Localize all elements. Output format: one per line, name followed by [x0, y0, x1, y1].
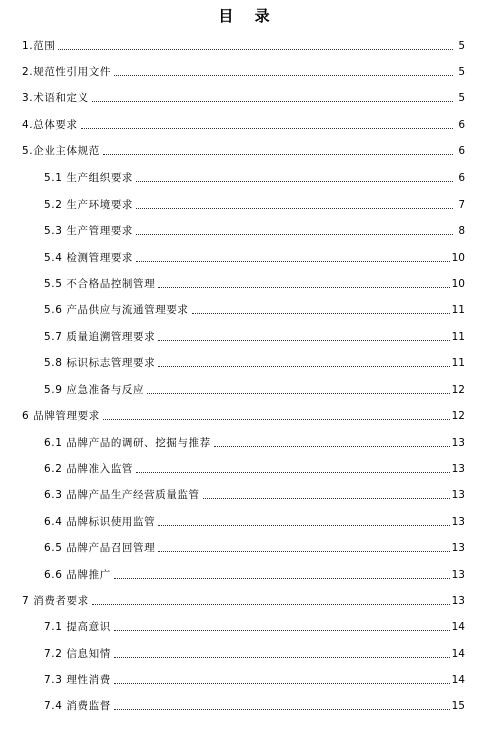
toc-entry-label: 5.9 应急准备与反应 [44, 384, 145, 396]
dot-leader [103, 154, 453, 155]
toc-entry-label: 4.总体要求 [22, 119, 78, 131]
toc-entry-label: 5.6 产品供应与流通管理要求 [44, 304, 189, 316]
dot-leader [114, 75, 453, 76]
toc-entry-page: 8 [458, 225, 465, 237]
toc-entry[interactable] [22, 64, 465, 78]
toc-entry[interactable] [44, 540, 465, 554]
dot-leader [92, 604, 450, 605]
dot-leader [136, 208, 453, 209]
toc-entry-label: 1.范围 [22, 40, 56, 52]
toc-entry-page: 6 [458, 172, 465, 184]
page-title: 目 录 [218, 7, 278, 25]
toc-entry-label: 6.3 品牌产品生产经营质量监管 [44, 489, 200, 501]
dot-leader [158, 287, 449, 288]
toc-entry[interactable] [22, 593, 465, 607]
dot-leader [158, 366, 449, 367]
toc-entry-label: 5.4 检测管理要求 [44, 252, 134, 264]
toc-entry-page: 13 [451, 516, 465, 528]
toc-entry-page: 14 [451, 621, 465, 633]
toc-entry-label: 6 品牌管理要求 [22, 410, 100, 422]
toc-entry-label: 6.4 品牌标识使用监管 [44, 516, 156, 528]
toc-entry-page: 11 [451, 304, 465, 316]
toc-entry-label: 7 消费者要求 [22, 595, 89, 607]
toc-entry-page: 11 [451, 357, 465, 369]
toc-entry[interactable] [22, 38, 465, 52]
dot-leader [103, 419, 450, 420]
toc-entry[interactable] [44, 487, 465, 501]
toc-entry-page: 12 [451, 384, 465, 396]
toc-entry[interactable] [22, 90, 465, 104]
toc-entry-label: 6.2 品牌准入监管 [44, 463, 134, 475]
toc-entry-label: 5.2 生产环境要求 [44, 199, 134, 211]
toc-entry-label: 7.2 信息知情 [44, 648, 111, 660]
dot-leader [192, 313, 450, 314]
toc-entry[interactable] [22, 408, 465, 422]
toc-entry-page: 5 [458, 66, 465, 78]
dot-leader [114, 578, 450, 579]
dot-leader [136, 261, 450, 262]
dot-leader [136, 472, 450, 473]
toc-entry-page: 13 [451, 437, 465, 449]
toc-entry[interactable] [44, 276, 465, 290]
toc-entry-page: 6 [458, 145, 465, 157]
toc-entry[interactable] [44, 382, 465, 396]
toc-entry-label: 5.1 生产组织要求 [44, 172, 134, 184]
toc-entry[interactable] [44, 567, 465, 581]
toc-entry-page: 11 [451, 331, 465, 343]
toc-entry-label: 2.规范性引用文件 [22, 66, 111, 78]
toc-entry[interactable] [44, 223, 465, 237]
toc-entry-label: 7.3 理性消费 [44, 674, 111, 686]
toc-entry-page: 14 [451, 648, 465, 660]
toc-entry-page: 13 [451, 463, 465, 475]
toc-entry-page: 13 [451, 595, 465, 607]
toc-entry[interactable] [44, 329, 465, 343]
toc-entry-label: 5.5 不合格品控制管理 [44, 278, 156, 290]
toc-entry-page: 10 [451, 252, 465, 264]
toc-entry-page: 12 [451, 410, 465, 422]
toc-entry[interactable] [22, 143, 465, 157]
dot-leader [214, 446, 450, 447]
toc-entry[interactable] [44, 672, 465, 686]
toc-entry-label: 7.4 消费监督 [44, 700, 111, 712]
toc-entry-label: 5.7 质量追溯管理要求 [44, 331, 156, 343]
toc-entry-page: 6 [458, 119, 465, 131]
toc-entry[interactable] [44, 302, 465, 316]
dot-leader [58, 49, 453, 50]
toc-entry[interactable] [44, 355, 465, 369]
toc-entry-label: 7.1 提高意识 [44, 621, 111, 633]
toc-entry-label: 6.6 品牌推广 [44, 569, 111, 581]
dot-leader [114, 709, 450, 710]
toc-entry[interactable] [44, 197, 465, 211]
toc-entry-page: 10 [451, 278, 465, 290]
toc-entry-page: 13 [451, 569, 465, 581]
dot-leader [203, 498, 450, 499]
toc-entry[interactable] [44, 514, 465, 528]
toc-entry-page: 14 [451, 674, 465, 686]
dot-leader [114, 657, 450, 658]
toc-entry-label: 3.术语和定义 [22, 92, 89, 104]
toc-entry[interactable] [44, 646, 465, 660]
toc-entry-page: 13 [451, 542, 465, 554]
dot-leader [114, 630, 450, 631]
toc-entry[interactable] [44, 250, 465, 264]
dot-leader [136, 234, 453, 235]
dot-leader [136, 181, 453, 182]
toc-entry-label: 6.1 品牌产品的调研、挖掘与推荐 [44, 437, 211, 449]
toc-entry-page: 13 [451, 489, 465, 501]
toc-entry-page: 5 [458, 92, 465, 104]
dot-leader [114, 683, 450, 684]
toc-entry[interactable] [44, 461, 465, 475]
dot-leader [158, 551, 449, 552]
toc-entry-label: 5.企业主体规范 [22, 145, 100, 157]
dot-leader [92, 101, 453, 102]
dot-leader [147, 393, 449, 394]
toc-entry-page: 15 [451, 700, 465, 712]
dot-leader [158, 340, 449, 341]
toc-entry[interactable] [44, 435, 465, 449]
toc-entry-label: 6.5 品牌产品召回管理 [44, 542, 156, 554]
dot-leader [158, 525, 449, 526]
dot-leader [81, 128, 453, 129]
toc-entry[interactable] [44, 170, 465, 184]
toc-entry[interactable] [44, 619, 465, 633]
toc-entry-page: 5 [458, 40, 465, 52]
toc-entry-page: 7 [458, 199, 465, 211]
toc-entry[interactable] [44, 698, 465, 712]
toc-entry-label: 5.3 生产管理要求 [44, 225, 134, 237]
toc-entry-label: 5.8 标识标志管理要求 [44, 357, 156, 369]
toc-entry[interactable] [22, 117, 465, 131]
